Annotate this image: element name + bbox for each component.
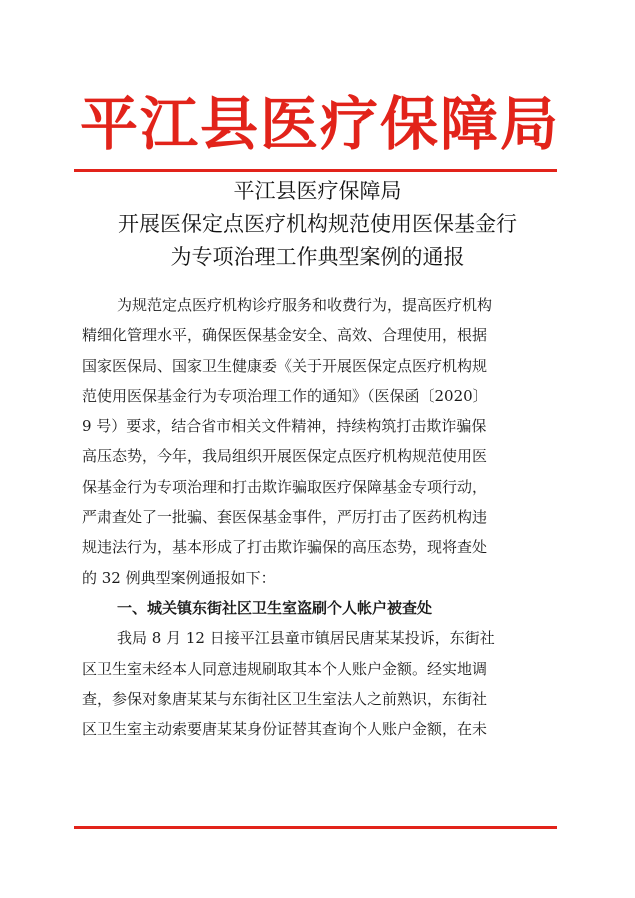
paragraph-line: 9 号）要求，结合省市相关文件精神，持续构筑打击欺诈骗保: [82, 417, 487, 436]
masthead-red-rule: [74, 169, 557, 172]
paragraph-line: 国家医保局、国家卫生健康委《关于开展医保定点医疗机构规: [82, 356, 488, 375]
paragraph-line: 范使用医保基金行为专项治理工作的通知》（医保函〔2020〕: [82, 386, 488, 405]
section-heading: 一、城关镇东街社区卫生室盗刷个人帐户被查处: [117, 598, 433, 617]
title-line-2: 开展医保定点医疗机构规范使用医保基金行: [118, 212, 517, 236]
paragraph-line: 我局 8 月 12 日接平江县童市镇居民唐某某投诉，东街社: [117, 629, 495, 648]
paragraph-line: 精细化管理水平，确保医保基金安全、高效、合理使用，根据: [82, 326, 488, 345]
document-body: [82, 290, 560, 744]
title-line-3: 为专项治理工作典型案例的通报: [170, 245, 465, 269]
paragraph-line: 为规范定点医疗机构诊疗服务和收费行为，提高医疗机构: [117, 296, 493, 314]
paragraph-line: 高压态势，今年，我局组织开展医保定点医疗机构规范使用医: [82, 447, 488, 466]
document-title: [70, 175, 565, 274]
footer-red-rule: [74, 826, 557, 829]
title-line-1: 平江县医疗保障局: [233, 179, 402, 203]
masthead-title: 平江县医疗保障局: [79, 90, 560, 158]
paragraph-line: 规违法行为，基本形成了打击欺诈骗保的高压态势，现将查处: [82, 538, 488, 557]
paragraph-line: 查，参保对象唐某某与东街社区卫生室法人之前熟识，东街社: [82, 689, 488, 708]
paragraph-line: 区卫生室未经本人同意违规刷取其本个人账户金额。经实地调: [82, 659, 488, 678]
paragraph-line: 严肃查处了一批骗、套医保基金事件，严厉打击了医药机构违: [82, 508, 488, 527]
paragraph-line: 保基金行为专项治理和打击欺诈骗取医疗保障基金专项行动，: [82, 477, 488, 496]
paragraph-line: 区卫生室主动索要唐某某身份证替其查询个人账户金额，在未: [82, 720, 488, 739]
paragraph-line: 的 32 例典型案例通报如下：: [82, 568, 276, 587]
